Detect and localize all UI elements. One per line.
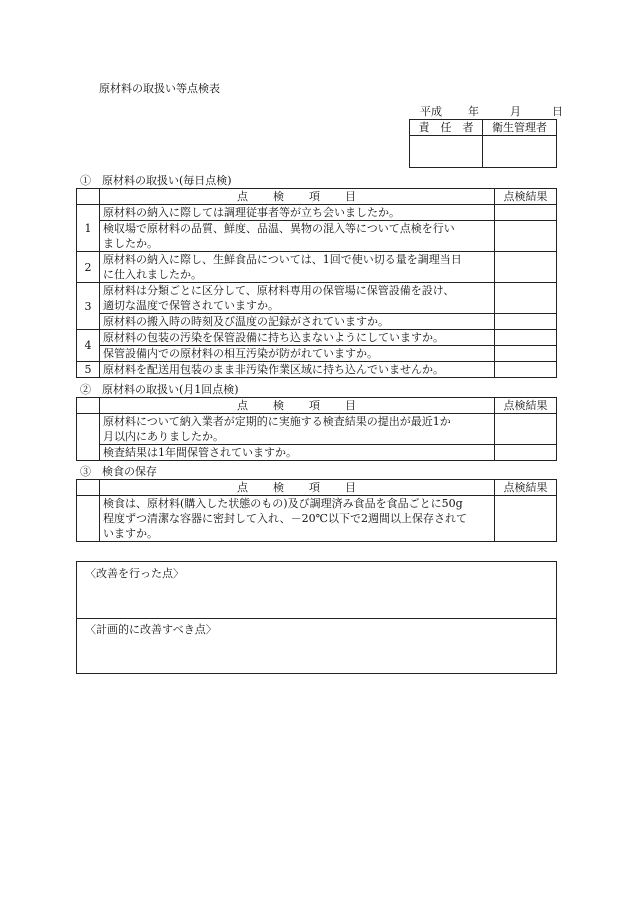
check-item: 原材料は分類ごとに区分して、原材料専用の保管場に保管設備を設け、 適切な温度で保管されていますか。 (100, 283, 495, 314)
hygiene-manager-label: 衛生管理者 (483, 120, 557, 136)
header-item: 点 検 項 目 (100, 398, 495, 414)
responsible-signature-cell[interactable] (410, 136, 483, 168)
signature-table (409, 119, 557, 168)
section-1-heading: ① 原材料の取扱い(毎日点検) (80, 174, 232, 187)
hygiene-manager-signature-cell[interactable] (483, 136, 557, 168)
result-cell[interactable] (495, 330, 557, 346)
planned-improvement-area[interactable] (77, 619, 556, 673)
result-cell[interactable] (495, 414, 557, 445)
check-item: 保管設備内での原材料の相互汚染が防がれていますか。 (100, 346, 495, 362)
result-cell[interactable] (495, 205, 557, 221)
check-item: 検査結果は1年間保管されていますか。 (100, 445, 495, 461)
header-no-cell (77, 398, 100, 414)
check-item: 原材料の搬入時の時刻及び温度の記録がされていますか。 (100, 314, 495, 330)
section-2-table (76, 397, 557, 461)
header-result: 点検結果 (495, 398, 557, 414)
date-day: 日 (552, 105, 563, 118)
date-year: 年 (468, 105, 479, 118)
result-cell[interactable] (495, 362, 557, 378)
result-cell[interactable] (495, 252, 557, 283)
section-1-table (76, 188, 557, 378)
section-3-heading: ③ 検食の保存 (80, 465, 157, 478)
result-cell[interactable] (495, 314, 557, 330)
row-number-empty (77, 496, 100, 542)
row-number: 1 (77, 205, 100, 252)
improved-points-label: 〈改善を行った点〉 (85, 567, 184, 580)
check-item: 原材料の納入に際し、生鮮食品については、1回で使い切る量を調理当日 に仕入れましたか。 (100, 252, 495, 283)
result-cell[interactable] (495, 221, 557, 252)
row-number: 3 (77, 283, 100, 330)
date-era: 平成 (420, 105, 442, 118)
planned-improvement-label: 〈計画的に改善すべき点〉 (85, 623, 217, 636)
check-item: 原材料の納入に際しては調理従事者等が立ち会いましたか。 (100, 205, 495, 221)
row-number: 4 (77, 330, 100, 362)
header-no-cell (77, 480, 100, 496)
row-number: 5 (77, 362, 100, 378)
notes-box (76, 561, 557, 674)
result-cell[interactable] (495, 445, 557, 461)
header-item: 点 検 項 目 (100, 480, 495, 496)
date-line (420, 103, 563, 119)
row-number: 2 (77, 252, 100, 283)
header-result: 点検結果 (495, 189, 557, 205)
check-item: 原材料について納入業者が定期的に実施する検査結果の提出が最近1か 月以内にありましたか。 (100, 414, 495, 445)
result-cell[interactable] (495, 496, 557, 542)
responsible-label: 責 任 者 (410, 120, 483, 136)
header-item: 点 検 項 目 (100, 189, 495, 205)
improved-points-area[interactable] (77, 562, 556, 619)
check-item: 検食は、原材料(購入した状態のもの)及び調理済み食品を食品ごとに50g 程度ずつ清潔な容器に密封して入れ、－20℃以下で2週間以上保存されて いますか。 (100, 496, 495, 542)
header-no-cell (77, 189, 100, 205)
check-item: 検収場で原材料の品質、鮮度、品温、異物の混入等について点検を行い ましたか。 (100, 221, 495, 252)
check-item: 原材料を配送用包装のまま非汚染作業区域に持ち込んでいませんか。 (100, 362, 495, 378)
result-cell[interactable] (495, 283, 557, 314)
header-result: 点検結果 (495, 480, 557, 496)
section-3-table (76, 479, 557, 542)
check-item: 原材料の包装の汚染を保管設備に持ち込まないようにしていますか。 (100, 330, 495, 346)
section-2-heading: ② 原材料の取扱い(月1回点検) (80, 383, 239, 396)
result-cell[interactable] (495, 346, 557, 362)
row-number-empty (77, 414, 100, 461)
page-title: 原材料の取扱い等点検表 (99, 82, 220, 95)
date-month: 月 (510, 105, 521, 118)
